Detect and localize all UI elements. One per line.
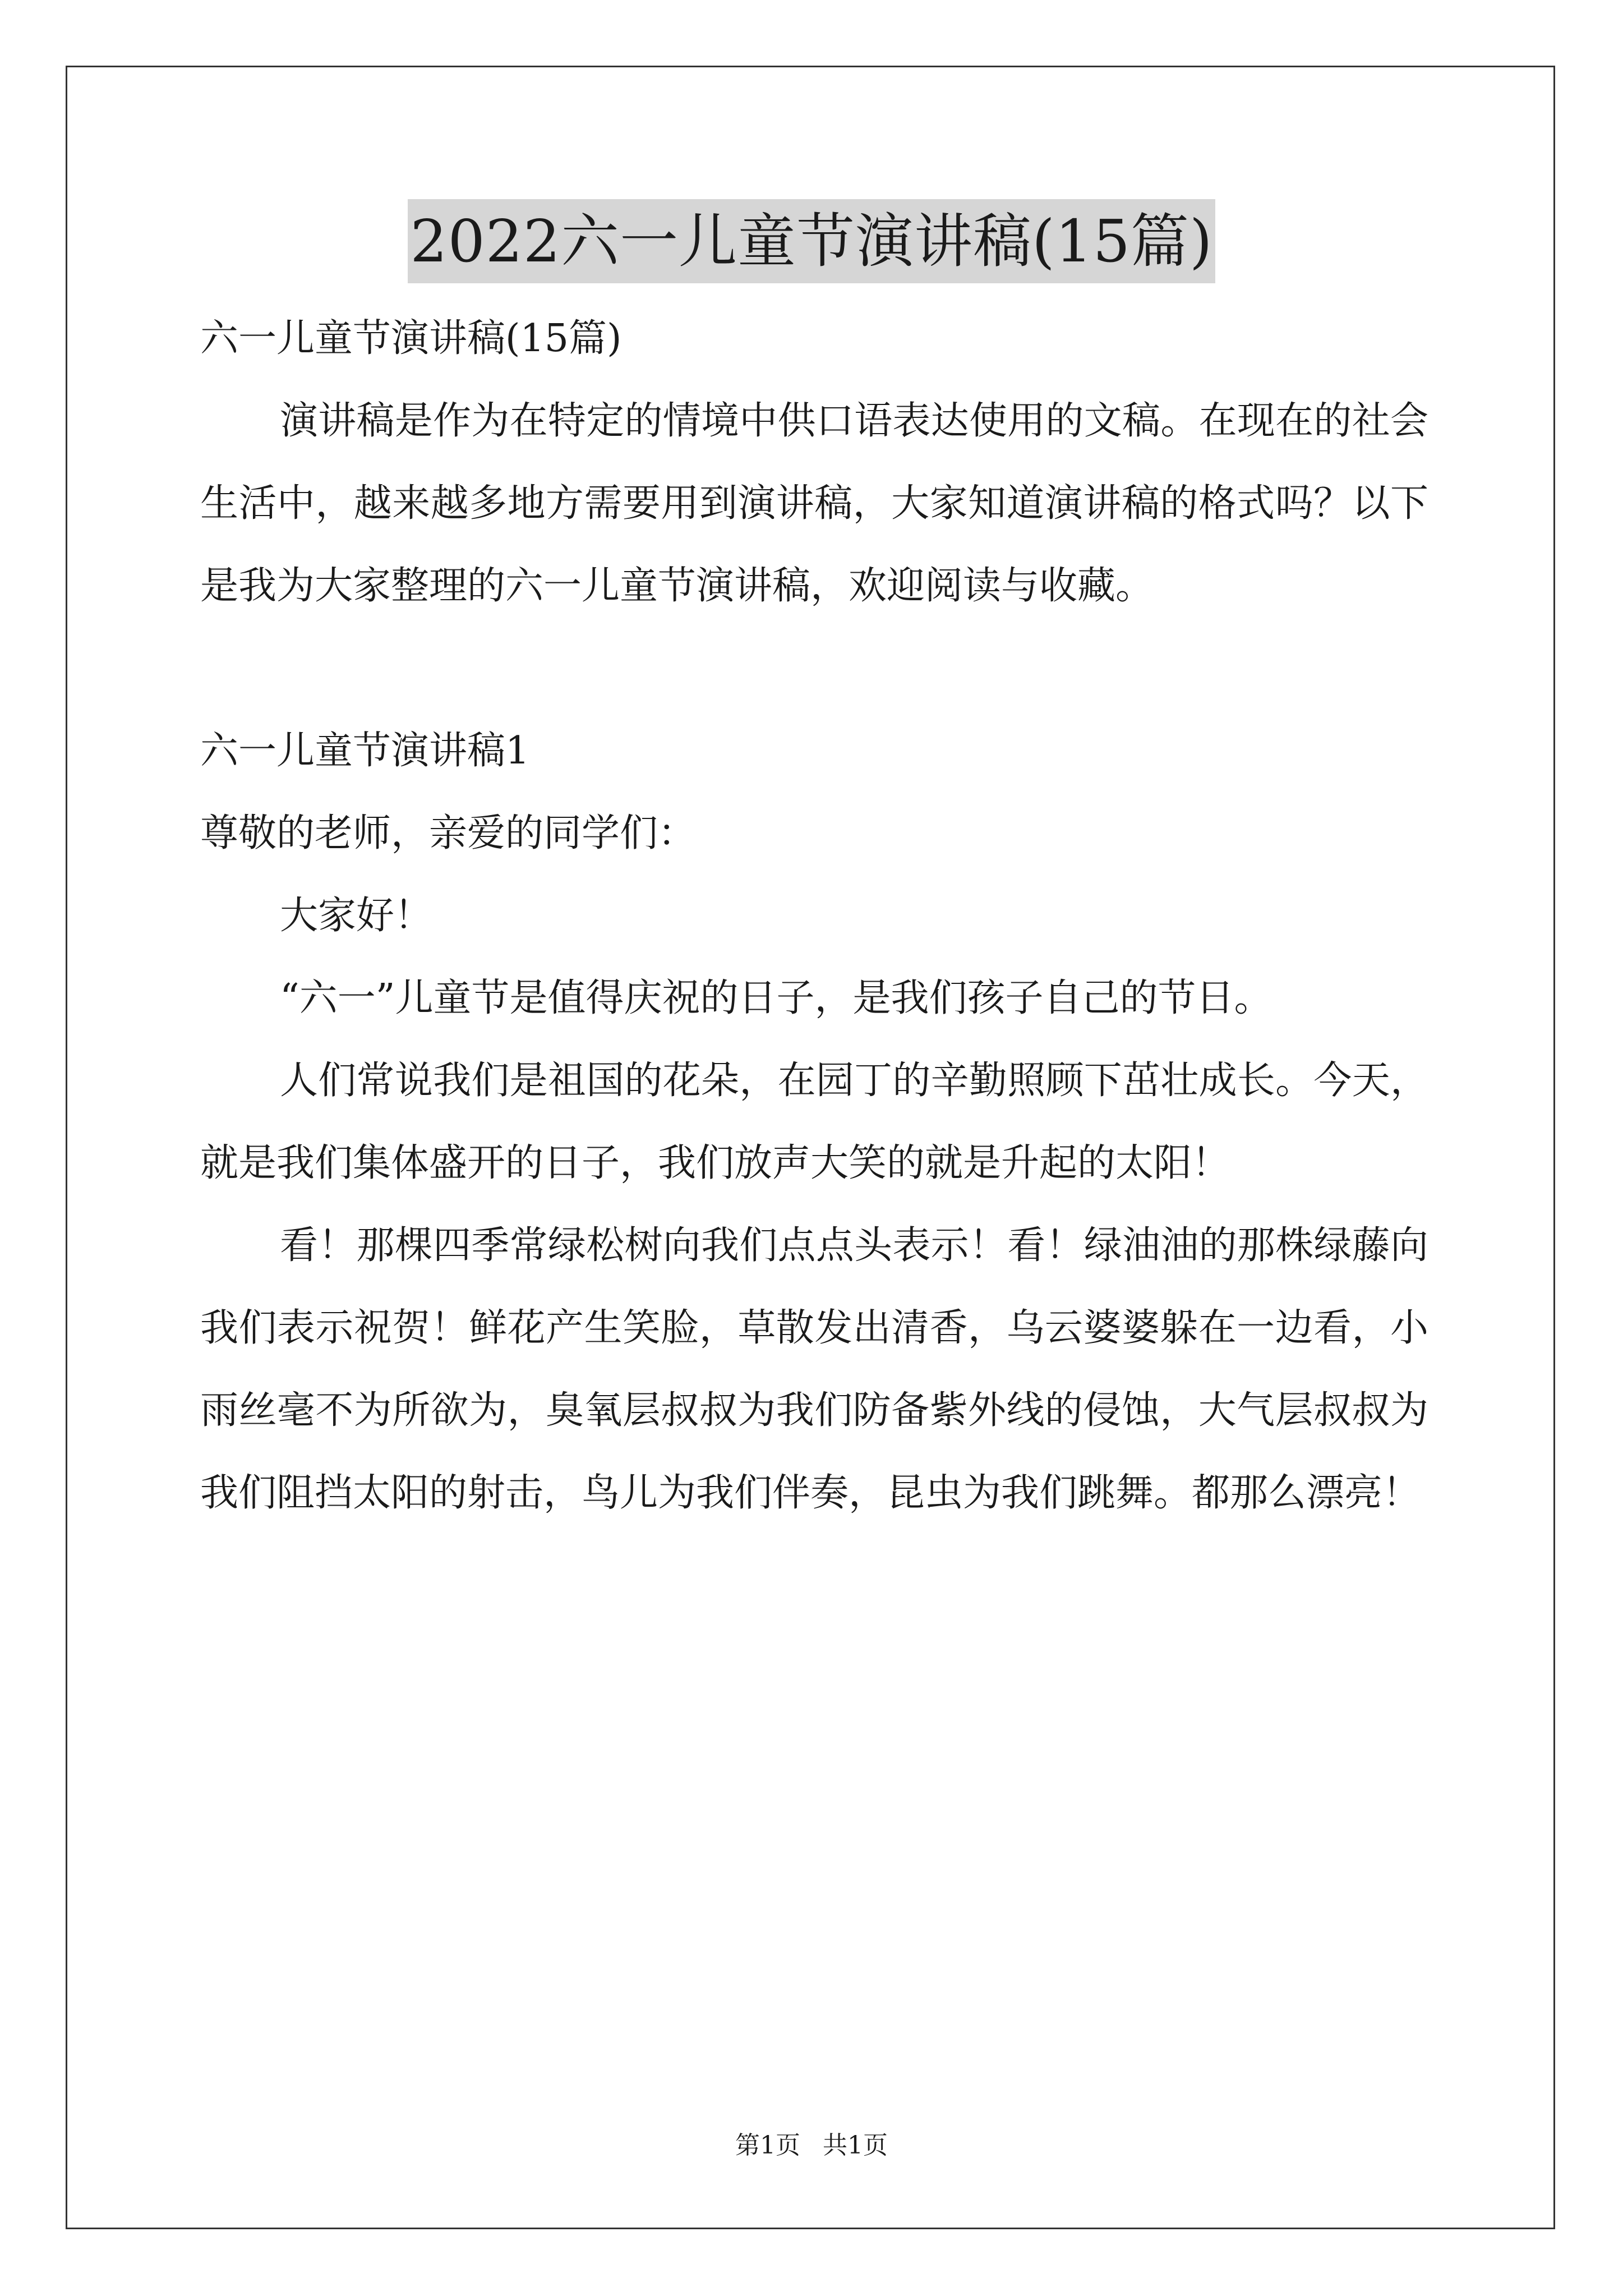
intro-paragraph: 演讲稿是作为在特定的情境中供口语表达使用的文稿。在现在的社会生活中，越来越多地方需要用到演讲稿，大家知道演讲稿的格式吗？以下是我为大家整理的六一儿童节演讲稿，欢迎阅读与收藏。 bbox=[200, 399, 1428, 608]
body-paragraph: 看！那棵四季常绿松树向我们点点头表示！看！绿油油的那株绿藤向我们表示祝贺！鲜花产生笑脸，草散发出清香，乌云婆婆躲在一边看，小雨丝毫不为所欲为，臭氧层叔叔为我们防备紫外线的侵蚀，大气层叔叔为我们阻挡太阳的射击，鸟儿为我们伴奏，昆虫为我们跳舞。都那么漂亮！ bbox=[200, 1223, 1428, 1515]
page-footer bbox=[0, 2129, 1623, 2162]
body-paragraph: 大家好！ bbox=[280, 894, 433, 938]
body-paragraph: 人们常说我们是祖国的花朵，在园丁的辛勤照顾下茁壮成长。今天，就是我们集体盛开的日子，我们放声大笑的就是升起的太阳！ bbox=[200, 1059, 1428, 1185]
document-body bbox=[200, 297, 1428, 1534]
title-container bbox=[0, 199, 1623, 283]
document-title: 2022六一儿童节演讲稿(15篇) bbox=[408, 199, 1215, 283]
page-number-current: 第1页 bbox=[735, 2131, 800, 2160]
section-heading: 六一儿童节演讲稿1 bbox=[200, 729, 530, 773]
page-number-total: 共1页 bbox=[823, 2131, 888, 2160]
body-paragraph: “六一”儿童节是值得庆祝的日子，是我们孩子自己的节日。 bbox=[280, 976, 1272, 1020]
document-subtitle: 六一儿童节演讲稿(15篇) bbox=[200, 316, 622, 361]
salutation: 尊敬的老师，亲爱的同学们： bbox=[200, 811, 697, 855]
